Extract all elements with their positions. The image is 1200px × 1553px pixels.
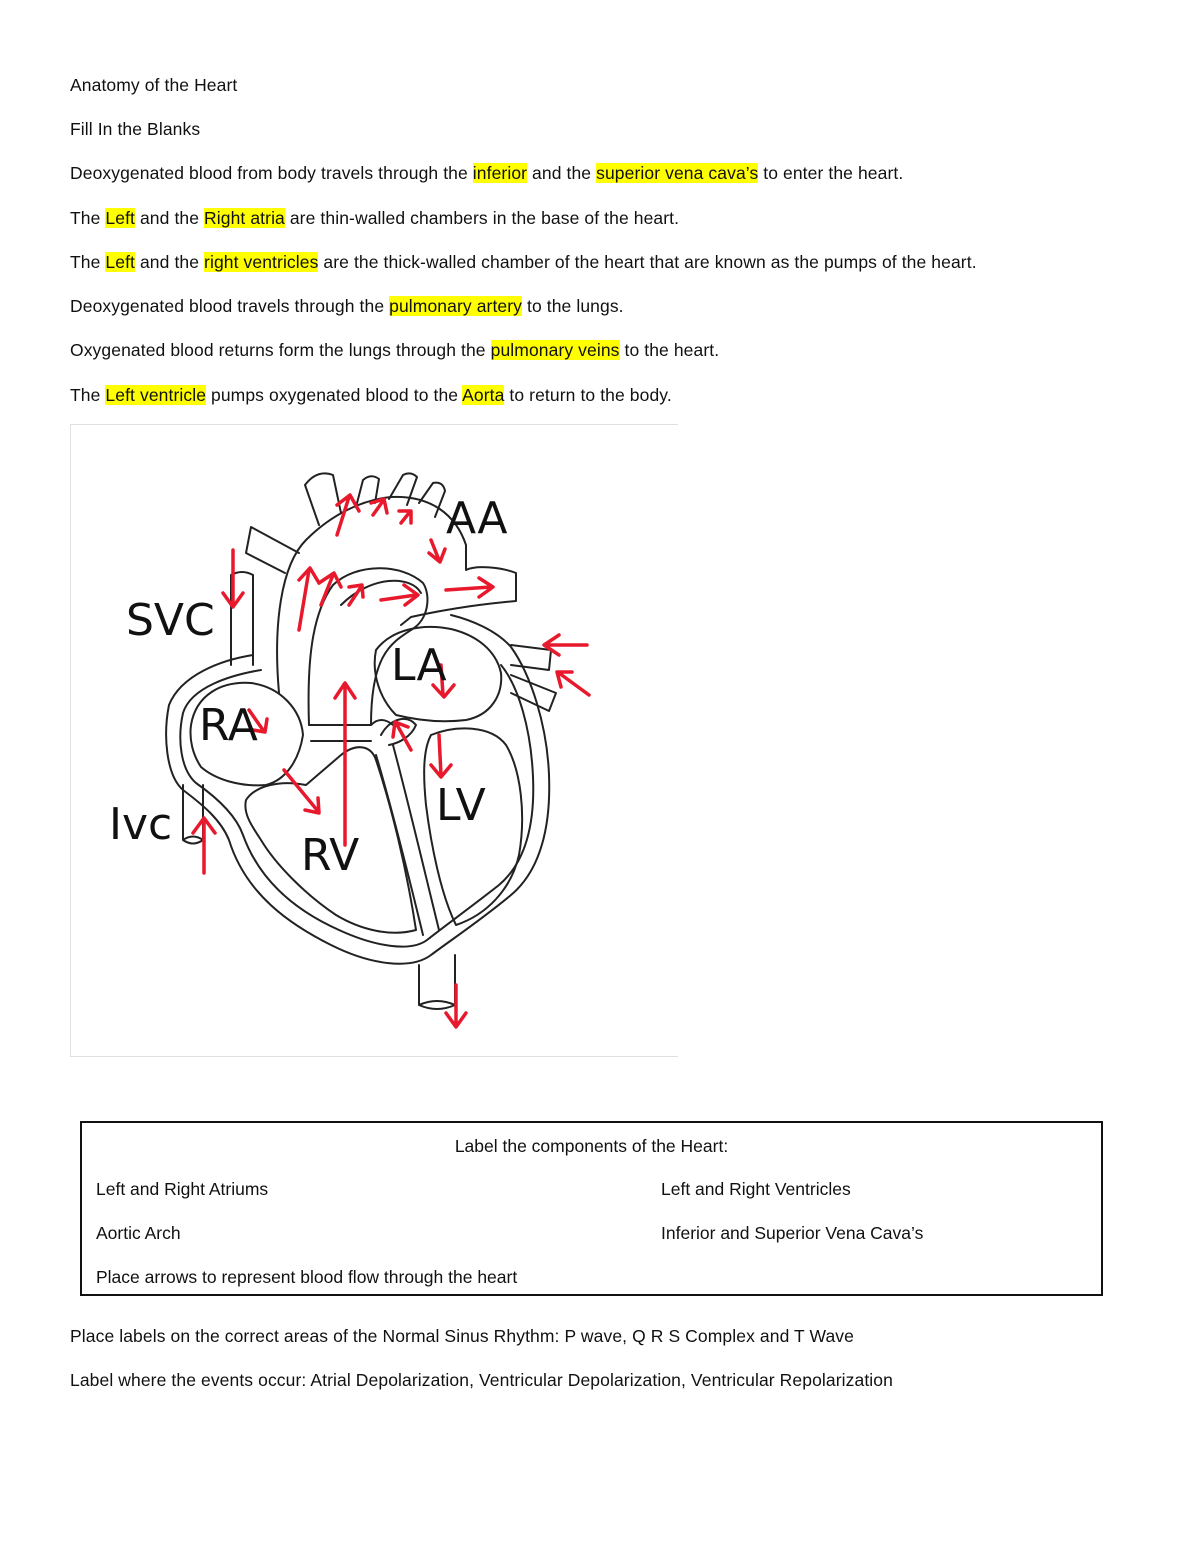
blank-answer: Left: [105, 252, 136, 272]
label-la: LA: [391, 640, 447, 691]
label-rv: RV: [301, 830, 360, 881]
septum: [376, 745, 439, 935]
sentence-text: are the thick-walled chamber of the heart that are known as the pumps of the heart.: [318, 252, 977, 272]
descending-aorta: [419, 955, 455, 1009]
sentence-text: are thin-walled chambers in the base of the heart.: [284, 208, 680, 228]
label-box-item: Left and Right Ventricles: [661, 1179, 851, 1199]
blank-answer: Right atria: [204, 208, 285, 228]
sentence-text: Deoxygenated blood from body travels through the: [70, 163, 473, 183]
label-box-item: Aortic Arch: [96, 1223, 181, 1243]
label-box-heading: Label the components of the Heart:: [454, 1136, 729, 1156]
flow-arrow-svc: [223, 550, 243, 607]
arch-branch-left: [246, 527, 299, 573]
sentence-text: Oxygenated blood returns form the lungs through the: [70, 340, 491, 360]
heart-outer-wall: [166, 615, 549, 964]
footer-instruction-1: Place labels on the correct areas of the Normal Sinus Rhythm: P wave, Q R S Complex and T Wave: [70, 1326, 854, 1346]
label-ra: RA: [199, 700, 258, 751]
sentence-text: to return to the body.: [504, 385, 672, 405]
flow-arrow-descending: [446, 985, 466, 1027]
blank-answer: Left ventricle: [105, 385, 207, 405]
sentence-text: The: [70, 385, 106, 405]
page-title: Anatomy of the Heart: [70, 75, 238, 95]
blank-answer: Left: [105, 208, 136, 228]
blank-answer: inferior: [472, 163, 528, 183]
pulmonary-veins: [511, 645, 556, 711]
blank-answer: superior vena cava’s: [596, 163, 759, 183]
sentence-5: [70, 340, 719, 361]
sentence-2: [70, 208, 679, 229]
sentence-text: and the: [135, 208, 205, 228]
heart-diagram: [70, 424, 678, 1057]
flow-arrow-aorta-right-2: [446, 578, 493, 597]
sentence-3: [70, 252, 977, 273]
label-box-item: Left and Right Atriums: [96, 1179, 269, 1199]
blank-answer: right ventricles: [204, 252, 319, 272]
flow-arrow-mitral: [431, 735, 451, 777]
sentence-text: and the: [135, 252, 205, 272]
sentence-6: [70, 385, 672, 406]
label-box-item: Inferior and Superior Vena Cava’s: [661, 1223, 924, 1243]
label-svc: SVC: [126, 595, 215, 646]
flow-arrow-arch-right: [429, 540, 445, 562]
sentence-4: [70, 296, 624, 317]
sentence-text: to enter the heart.: [758, 163, 904, 183]
arch-branch-3: [389, 473, 417, 505]
flow-arrow-branch-3: [399, 511, 411, 523]
footer-instruction-2: Label where the events occur: Atrial Depolarization, Ventricular Depolarization, Ventricular Repolarization: [70, 1370, 893, 1390]
sentence-text: pumps oxygenated blood to the: [206, 385, 463, 405]
flow-arrow-ivc: [193, 818, 215, 873]
blank-answer: Aorta: [462, 385, 505, 405]
label-instructions-box: [80, 1121, 1103, 1296]
flow-arrow-tricuspid: [284, 770, 319, 813]
page-subtitle: Fill In the Blanks: [70, 119, 201, 139]
sentence-text: to the lungs.: [522, 296, 624, 316]
label-lv: LV: [436, 780, 486, 831]
sentence-text: to the heart.: [619, 340, 720, 360]
sentence-text: Deoxygenated blood travels through the: [70, 296, 390, 316]
flow-arrow-pulm-vein-2: [557, 672, 589, 695]
sentence-text: and the: [527, 163, 597, 183]
flow-arrow-branch-2: [371, 499, 387, 515]
blank-answer: pulmonary veins: [490, 340, 620, 360]
sentence-1: [70, 163, 903, 184]
heart-drawing: [71, 425, 679, 1058]
flow-arrow-rv-up: [335, 683, 355, 845]
blank-answer: pulmonary artery: [389, 296, 523, 316]
label-aa: AA: [446, 493, 508, 544]
label-ivc: Ivc: [109, 799, 173, 850]
flow-arrow-aorta-right: [381, 585, 418, 605]
label-box-item: Place arrows to represent blood flow through the heart: [96, 1267, 518, 1287]
sentence-text: The: [70, 252, 106, 272]
flow-arrow-branch-1: [337, 495, 359, 535]
sentence-text: The: [70, 208, 106, 228]
